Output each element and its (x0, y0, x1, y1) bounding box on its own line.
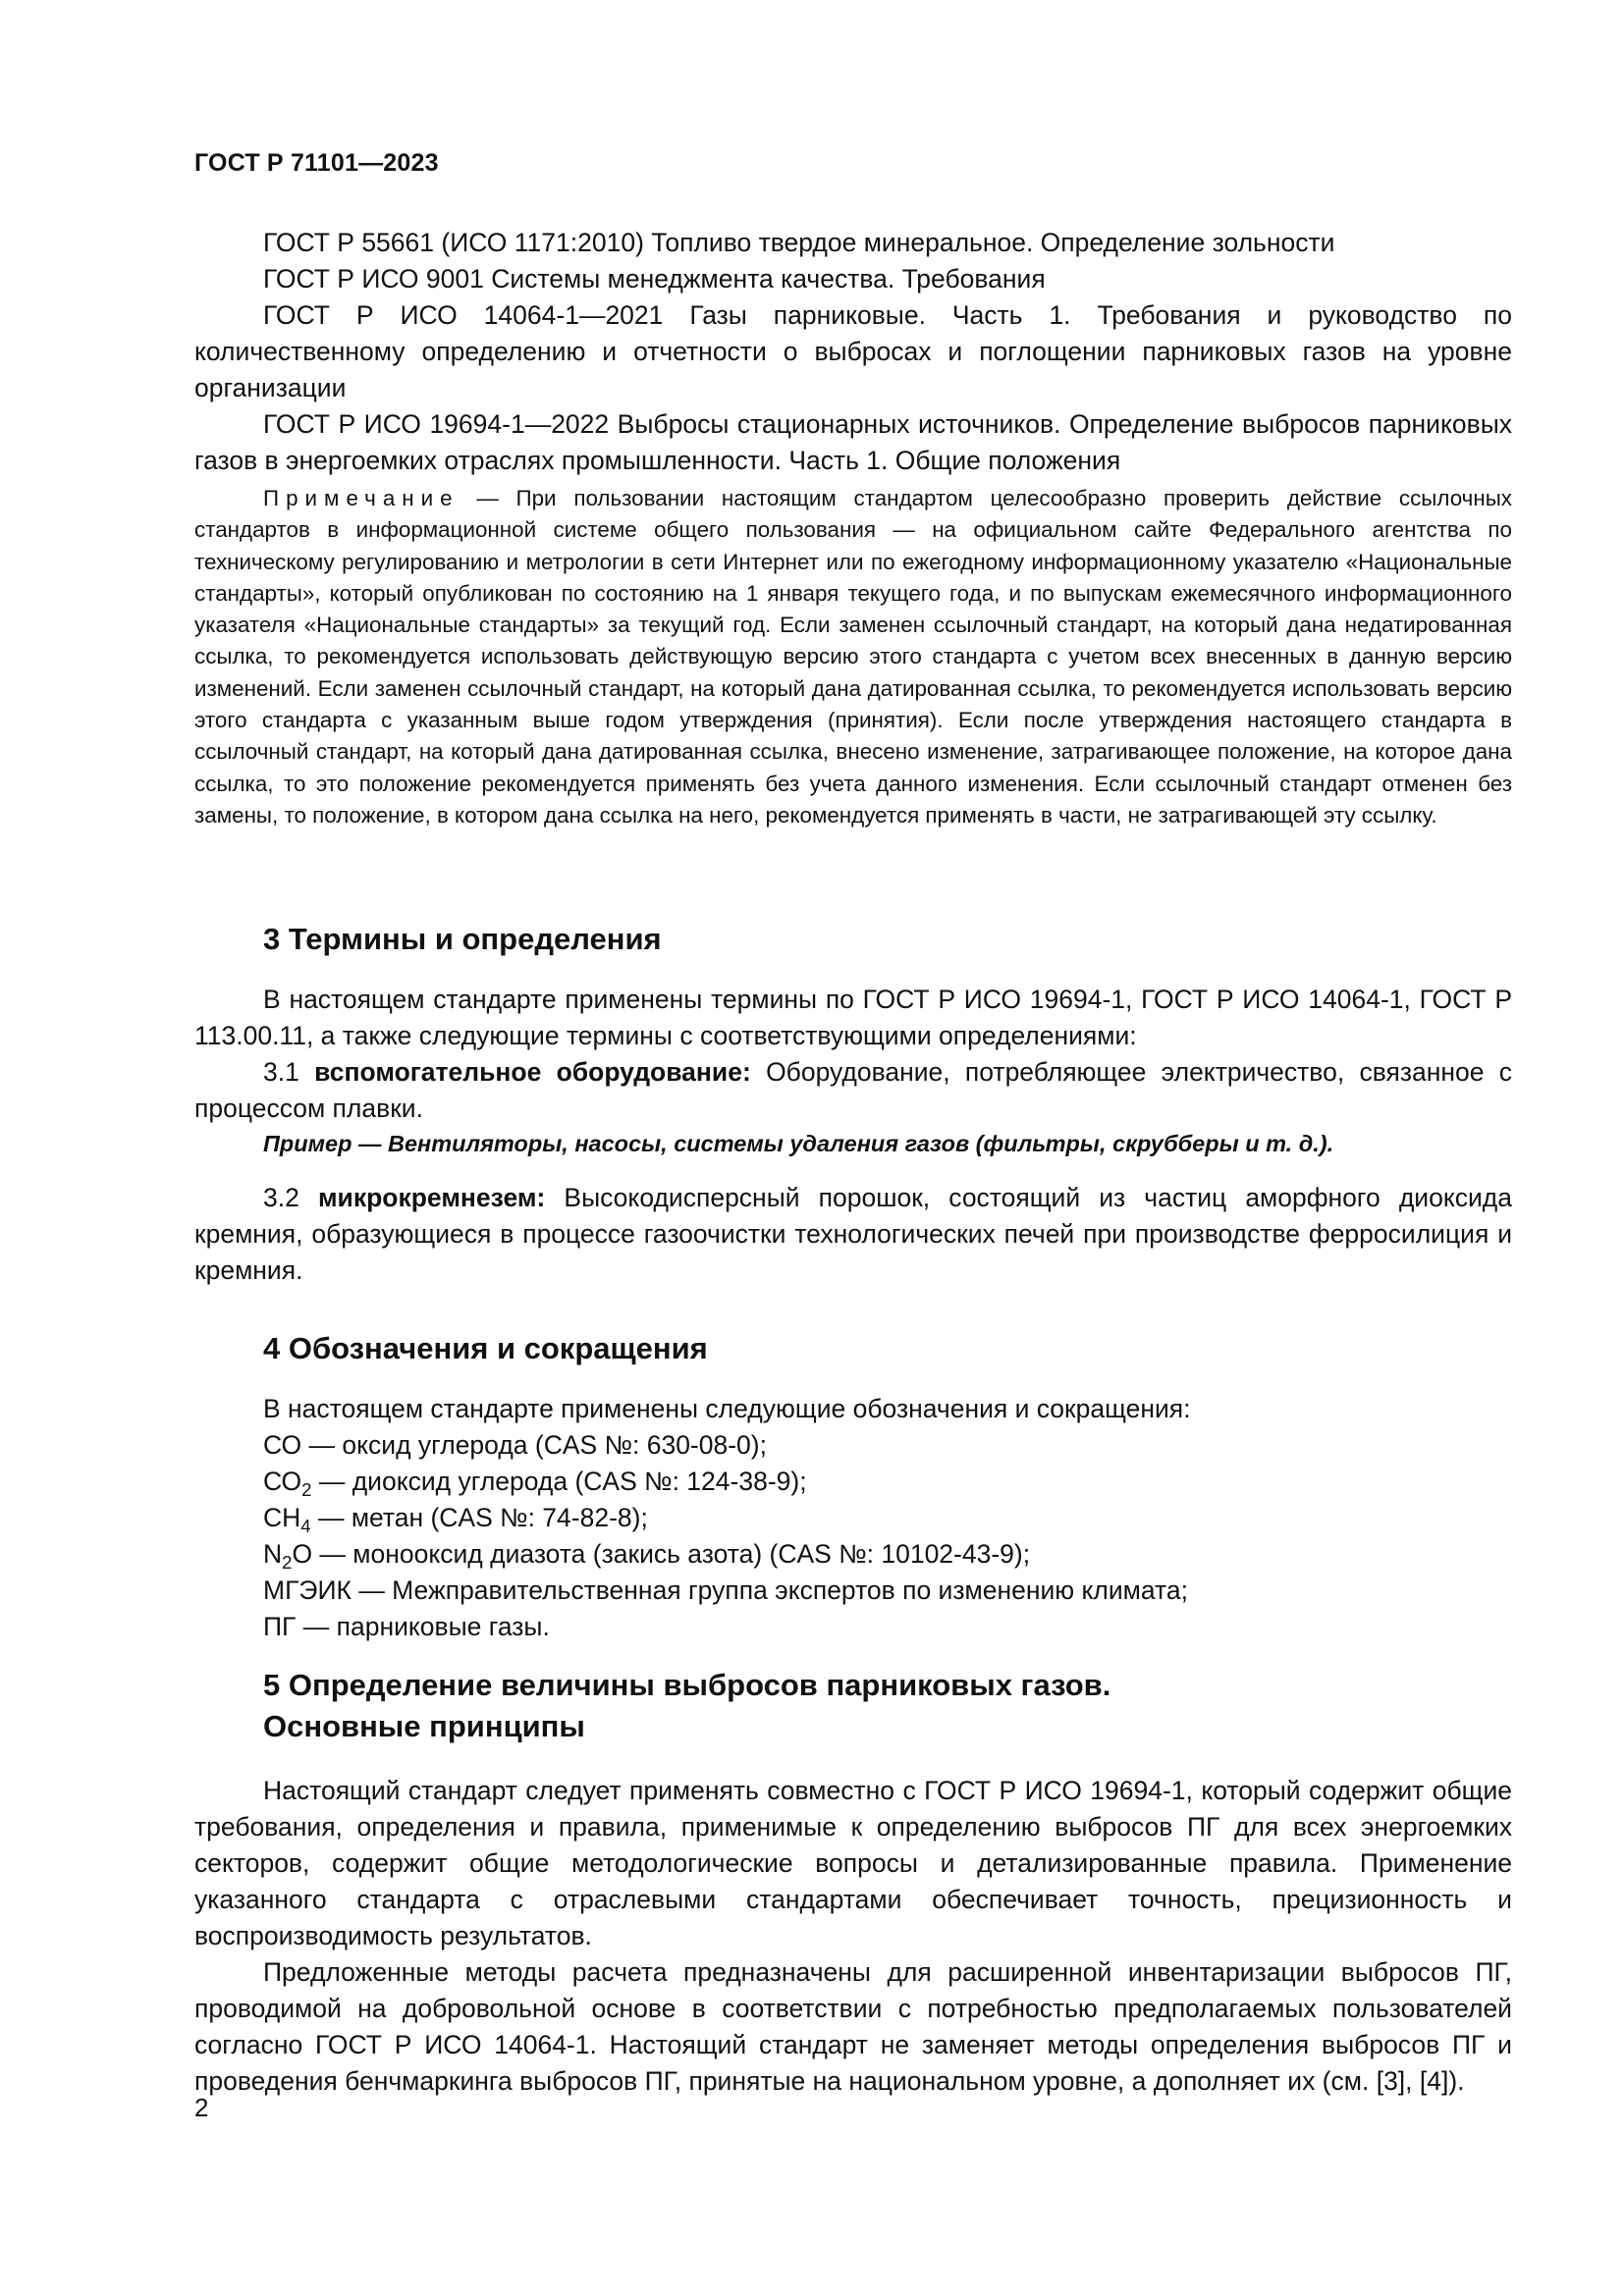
section-3-title: 3 Термины и определения (263, 922, 662, 956)
abbr-co2: $СО_2$ — диоксид углерода (CAS №: 124-38-9); (263, 1467, 807, 1500)
section-5-title-line-2: Основные принципы (263, 1709, 585, 1743)
section-4-intro: В настоящем стандарте применены следующие обозначения и сокращения: (263, 1394, 1191, 1423)
section-5-title-line-1: 5 Определение величины выбросов парниковых газов. (263, 1668, 1111, 1702)
section-5-paragraph-2: Предложенные методы расчета предназначены для расширенной инвентаризации выбросов ПГ, проводимой на добровольной основе в соответствии с потребностью предполагаемых пользователей согласно ГОСТ Р ИСО 14064-1. Настоящий стандарт не заменяет методы определения выбросов ПГ и проведения бенчмаркинга выбросов ПГ, принятые на национальном уровне, а дополняет их (см. [3], [4]). (194, 1957, 1512, 2096)
abbr-pg: ПГ — парниковые газы. (263, 1612, 550, 1641)
term-name: микрокремнезем: (317, 1183, 546, 1212)
reference-item: ГОСТ Р ИСО 9001 Системы менеджмента качества. Требования (263, 264, 1046, 294)
section-3-body (194, 982, 1512, 1127)
note-text: — При пользовании настоящим стандартом целесообразно проверить действие ссылочных стандартов в информационной системе общего пользования — на официальном сайте Федерального агентства по техническому регулированию и метрологии в сети Интернет или по ежегодному информационному указателю «Национальные стандарты», который опубликован по состоянию на 1 января текущего года, и по выпускам ежемесячного информационного указателя «Национальные стандарты» за текущий год. Если заменен ссылочный стандарт, на который дана недатированная ссылка, то рекомендуется использовать действующую версию этого стандарта с учетом всех внесенных в данную версию изменений. Если заменен ссылочный стандарт, на который дана датированная ссылка, то рекомендуется использовать версию этого стандарта с указанным выше годом утверждения (принятия). Если после утверждения настоящего стандарта в ссылочный стандарт, на который дана датированная ссылка, внесено изменение, затрагивающее положение, на которое дана ссылка, то это положение рекомендуется применять без учета данного изменения. Если ссылочный стандарт отменен без замены, то положение, в котором дана ссылка на него, рекомендуется применять в части, не затрагивающей эту ссылку. (194, 486, 1512, 828)
term-number: 3.2 (263, 1183, 318, 1212)
term-3-1 (194, 1054, 1512, 1127)
term-definition: Оборудование, потребляющее электричество, связанное с процессом плавки. (194, 1057, 1512, 1123)
abbr-co: СО — оксид углерода (CAS №: 630-08-0); (263, 1430, 767, 1460)
abbr-mgeik: МГЭИК — Межправительственная группа экспертов по изменению климата; (263, 1575, 1188, 1605)
reference-item: ГОСТ Р ИСО 14064-1—2021 Газы парниковые. Часть 1. Требования и руководство по количественному определению и отчетности о выбросах и поглощении парниковых газов на уровне организации (194, 300, 1512, 402)
note-label: Примечание (263, 486, 460, 510)
term-3-2 (194, 1180, 1512, 1289)
reference-item: ГОСТ Р 55661 (ИСО 1171:2010) Топливо твердое минеральное. Определение зольности (263, 228, 1335, 257)
section-5-body (194, 1773, 1512, 2100)
reference-item: ГОСТ Р ИСО 19694-1—2022 Выбросы стационарных источников. Определение выбросов парниковых газов в энергоемких отраслях промышленности. Часть 1. Общие положения (194, 409, 1512, 475)
term-name: вспомогательное оборудование: (314, 1057, 751, 1087)
section-4-title: 4 Обозначения и сокращения (263, 1331, 708, 1365)
term-example: Пример — Вентиляторы, насосы, системы удаления газов (фильтры, скрубберы и т. д.). (263, 1131, 1334, 1156)
document-code-header: ГОСТ Р 71101—2023 (194, 149, 439, 177)
page-number: 2 (194, 2093, 209, 2122)
section-3-intro: В настоящем стандарте применены термины по ГОСТ Р ИСО 19694-1, ГОСТ Р ИСО 14064-1, ГОСТ Р 113.00.11, а также следующие термины с соответствующими определениями: (194, 985, 1512, 1050)
note-paragraph (194, 483, 1512, 831)
section-5-paragraph-1: Настоящий стандарт следует применять совместно с ГОСТ Р ИСО 19694-1, который содержит общие требования, определения и правила, применимые к определению выбросов ПГ для всех энергоемких секторов, содержит общие методологические вопросы и детализированные правила. Применение указанного стандарта с отраслевыми стандартами обеспечивает точность, прецизионность и воспроизводимость результатов. (194, 1776, 1512, 1950)
term-definition: Высокодисперсный порошок, состоящий из частиц аморфного диоксида кремния, образующиеся в процессе газоочистки технологических печей при производстве ферросилиция и кремния. (194, 1183, 1512, 1285)
abbr-ch4: $СН_4$ — метан (CAS №: 74-82-8); (263, 1503, 648, 1536)
section-4-body (194, 1391, 1512, 1645)
abbr-n2o: $N_2O$ — монооксид диазота (закись азота) (CAS №: 10102-43-9); (263, 1539, 1031, 1573)
term-number: 3.1 (263, 1057, 315, 1087)
normative-references (194, 225, 1512, 479)
section-3-term-2 (194, 1180, 1512, 1289)
